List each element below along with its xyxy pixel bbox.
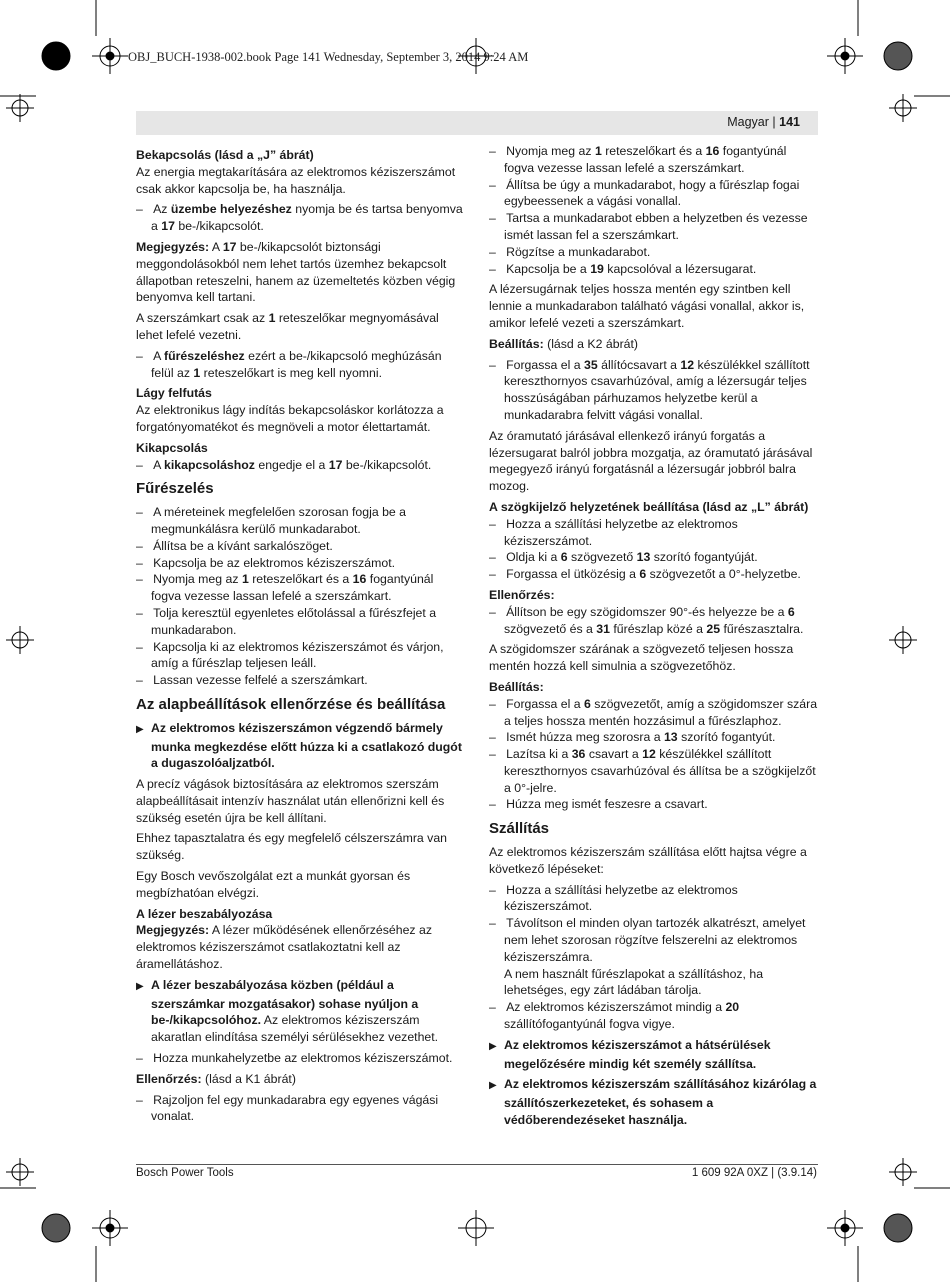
paragraph: Ehhez tapasztalatra és egy megfelelő célszerszámra van szükség. [136, 831, 447, 863]
dash-list-item: – Tolja keresztül egyenletes előtolással a fűrészfejet a munkadarabon. [136, 605, 437, 637]
dash-list-item: – Forgassa el a 6 szögvezetőt, amíg a szögidomszer szára a teljes hossza mentén hozzásimul a fűrészlaphoz. [489, 696, 818, 728]
footer-rule [136, 1164, 818, 1165]
dash-list-item: – A kikapcsoláshoz engedje el a 17 be-/kikapcsolót. [136, 457, 432, 472]
dash-list-item: – Rajzoljon fel egy munkadarabra egy egyenes vágási vonalat. [136, 1092, 439, 1124]
dash-list-item: – Húzza meg ismét feszesre a csavart. [489, 797, 708, 812]
dash-list-item: – A méreteinek megfelelően szorosan fogja be a megmunkálásra kerülő munkadarabot. [136, 505, 407, 536]
dash-list-item: – Kapcsolja be az elektromos kéziszerszámot. [136, 555, 396, 570]
header-language: Magyar [727, 115, 769, 129]
paragraph: A precíz vágások biztosítására az elektromos szerszám alapbeállításait intenzív használat után ellenőrizni kell és szükség esetén újra be kell állítani. [136, 777, 445, 825]
dash-list-item: – Kapcsolja be a 19 kapcsolóval a lézersugarat. [489, 261, 757, 276]
paragraph: Ellenőrzés: (lásd a K1 ábrát) [136, 1071, 296, 1086]
dash-list-item: – A fűrészeléshez ezért a be-/kikapcsoló meghúzásán felül az 1 reteszelőkart is meg kell nyomni. [136, 348, 442, 380]
dash-list-item: – Az üzembe helyezéshez nyomja be és tartsa benyomva a 17 be-/kikapcsolót. [136, 202, 463, 234]
page-number: 141 [779, 115, 800, 129]
dash-list-item: – Hozza munkahelyzetbe az elektromos kéziszerszámot. [136, 1051, 453, 1066]
dash-list-item: – Oldja ki a 6 szögvezető 13 szorító fogantyúját. [489, 550, 758, 565]
dash-list-item: – Hozza a szállítási helyzetbe az elektromos kéziszerszámot. [489, 882, 738, 914]
paragraph: Megjegyzés: A lézer működésének ellenőrzéséhez az elektromos kéziszerszámot csatlakoztatni kell az áramellátáshoz. [136, 923, 432, 972]
header-separator: | [772, 115, 776, 129]
dash-list-item: – Ismét húzza meg szorosra a 13 szorító fogantyút. [489, 730, 776, 745]
paragraph: Az elektronikus lágy indítás bekapcsoláskor korlátozza a forgatónyomatékot és megnöveli a motor élettartamát. [136, 403, 444, 434]
dash-list-item: – Állítson be egy szögidomszer 90°-és helyezze be a 6 szögvezető és a 31 fűrészlap közé a 25 fűrészasztalra. [489, 604, 804, 636]
section-heading: Kikapcsolás [136, 440, 208, 455]
left-column [136, 143, 466, 1129]
dash-list-item: – Lassan vezesse felfelé a szerszámkart. [136, 673, 368, 688]
right-column [489, 143, 819, 1133]
footer-code: 1 609 92A 0XZ | (3.9.14) [691, 1167, 817, 1179]
dash-list-item: – Hozza a szállítási helyzetbe az elektromos kéziszerszámot. [489, 516, 738, 548]
section-heading: A szögkijelző helyzetének beállítása (lásd az „L” ábrát) [489, 499, 809, 514]
warning-item: ▶ Az elektromos kéziszerszámot a hátsérülések megelőzésére mindig két személy szállítsa. [489, 1037, 771, 1071]
warning-item: ▶ Az elektromos kéziszerszám szállításához kizárólag a szállítószerkezeteket, és sohasem a védőberendezéseket használja. [489, 1077, 817, 1128]
paragraph: A szögidomszer szárának a szögvezető teljesen hossza mentén hozzá kell simulnia a szögvezetőhöz. [489, 642, 794, 674]
paragraph: Beállítás: (lásd a K2 ábrát) [489, 336, 639, 351]
dash-list-item: – Forgassa el ütközésig a 6 szögvezetőt a 0°-helyzetbe. [489, 567, 801, 582]
paragraph: A lézersugárnak teljes hossza mentén egy szintben kell lennie a munkadarabon található vágási vonallal, akkor is, amikor lefelé vezeti a szerszámkart. [489, 282, 805, 330]
dash-list-item: – Az elektromos kéziszerszámot mindig a 20 szállítófogantyúnál fogva vigye. [489, 1000, 740, 1032]
page-header [136, 111, 818, 135]
dash-list-item: – Tartsa a munkadarabot ebben a helyzetben és vezesse ismét lassan fel a szerszámkart. [489, 211, 808, 242]
chapter-heading: Fűrészelés [136, 480, 214, 498]
dash-list-item: – Kapcsolja ki az elektromos kéziszerszámot és várjon, amíg a fűrészlap teljesen leáll. [136, 639, 444, 671]
header-text [727, 115, 800, 129]
dash-list-item: – Távolítson el minden olyan tartozék alkatrészt, amelyet nem lehet szorosan rögzítve felszerelni az elektromos kéziszerszámra. A nem használt fűrészlapokat a szállításhoz, ha lehetséges, egy zárt ládában tárolja. [489, 916, 806, 998]
triangle-bullet-icon: ▶ [136, 980, 144, 992]
section-heading: A lézer beszabályozása [136, 906, 273, 921]
triangle-bullet-icon: ▶ [136, 723, 144, 735]
dash-list-item: – Állítsa be a kívánt sarkalószöget. [136, 538, 333, 553]
paragraph: Egy Bosch vevőszolgálat ezt a munkát gyorsan és megbízhatóan elvégzi. [136, 869, 411, 900]
print-slug: OBJ_BUCH-1938-002.book Page 141 Wednesday, September 3, 2014 9:24 AM [128, 50, 529, 64]
chapter-heading: Szállítás [489, 820, 550, 838]
dash-list-item: – Rögzítse a munkadarabot. [489, 244, 651, 259]
section-heading: Beállítás: [489, 679, 544, 694]
paragraph: Az energia megtakarítására az elektromos kéziszerszámot csak akkor kapcsolja be, ha használja. [136, 164, 456, 196]
footer-brand: Bosch Power Tools [136, 1167, 234, 1179]
section-heading: Ellenőrzés: [489, 587, 555, 602]
triangle-bullet-icon: ▶ [489, 1080, 497, 1092]
dash-list-item: – Lazítsa ki a 36 csavart a 12 készülékkel szállított kereszthornyos csavarhúzóval és állítsa be a szögkijelzőt a 0°-jelre. [489, 747, 816, 795]
dash-list-item: – Forgassa el a 35 állítócsavart a 12 készülékkel szállított kereszthornyos csavarhúzóval, amíg a lézersugár teljes hosszúságában párhuzamos helyzetbe kerül a munkadarabra felvitt vágási vonallal. [489, 357, 810, 422]
dash-list-item: – Nyomja meg az 1 reteszelőkart és a 16 fogantyúnál fogva vezesse lassan lefelé a szerszámkart. [136, 572, 434, 604]
paragraph: A szerszámkart csak az 1 reteszelőkar megnyomásával lehet lefelé vezetni. [136, 311, 439, 342]
paragraph: Az óramutató járásával ellenkező irányú forgatás a lézersugarat balról jobbra mozgatja, az óramutató járásával megegyező irányú forgatásnál a lézersugár jobbról balra mozog. [489, 428, 813, 494]
section-heading: Bekapcsolás (lásd a „J” ábrát) [136, 148, 314, 162]
warning-item: ▶ Az elektromos kéziszerszámon végzendő bármely munka megkezdése előtt húzza ki a csatlakozó dugót a dugaszolóaljzatból. [136, 720, 462, 771]
warning-item: ▶ A lézer beszabályozása közben (például a szerszámkar mozgatásakor) sohase nyúljon a be-/kikapcsolóhoz. Az elektromos kéziszerszám akaratlan elindítása személyi sérülésekhez vezethet. [136, 977, 439, 1045]
chapter-heading: Az alapbeállítások ellenőrzése és beállítása [136, 695, 446, 713]
triangle-bullet-icon: ▶ [489, 1040, 497, 1052]
section-heading: Lágy felfutás [136, 386, 212, 401]
dash-list-item: – Nyomja meg az 1 reteszelőkart és a 16 fogantyúnál fogva vezesse lassan lefelé a szerszámkart. [489, 144, 787, 175]
paragraph: Megjegyzés: A 17 be-/kikapcsolót biztonsági meggondolásokból nem lehet tartós üzemhez bekapcsolt állapotban reteszelni, hanem az üzemeltetés közben végig benyomva kell tartani. [136, 239, 456, 305]
dash-list-item: – Állítsa be úgy a munkadarabot, hogy a fűrészlap fogai egybeessenek a vágási vonallal. [489, 177, 800, 209]
paragraph: Az elektromos kéziszerszám szállítása előtt hajtsa végre a következő lépéseket: [489, 845, 807, 876]
